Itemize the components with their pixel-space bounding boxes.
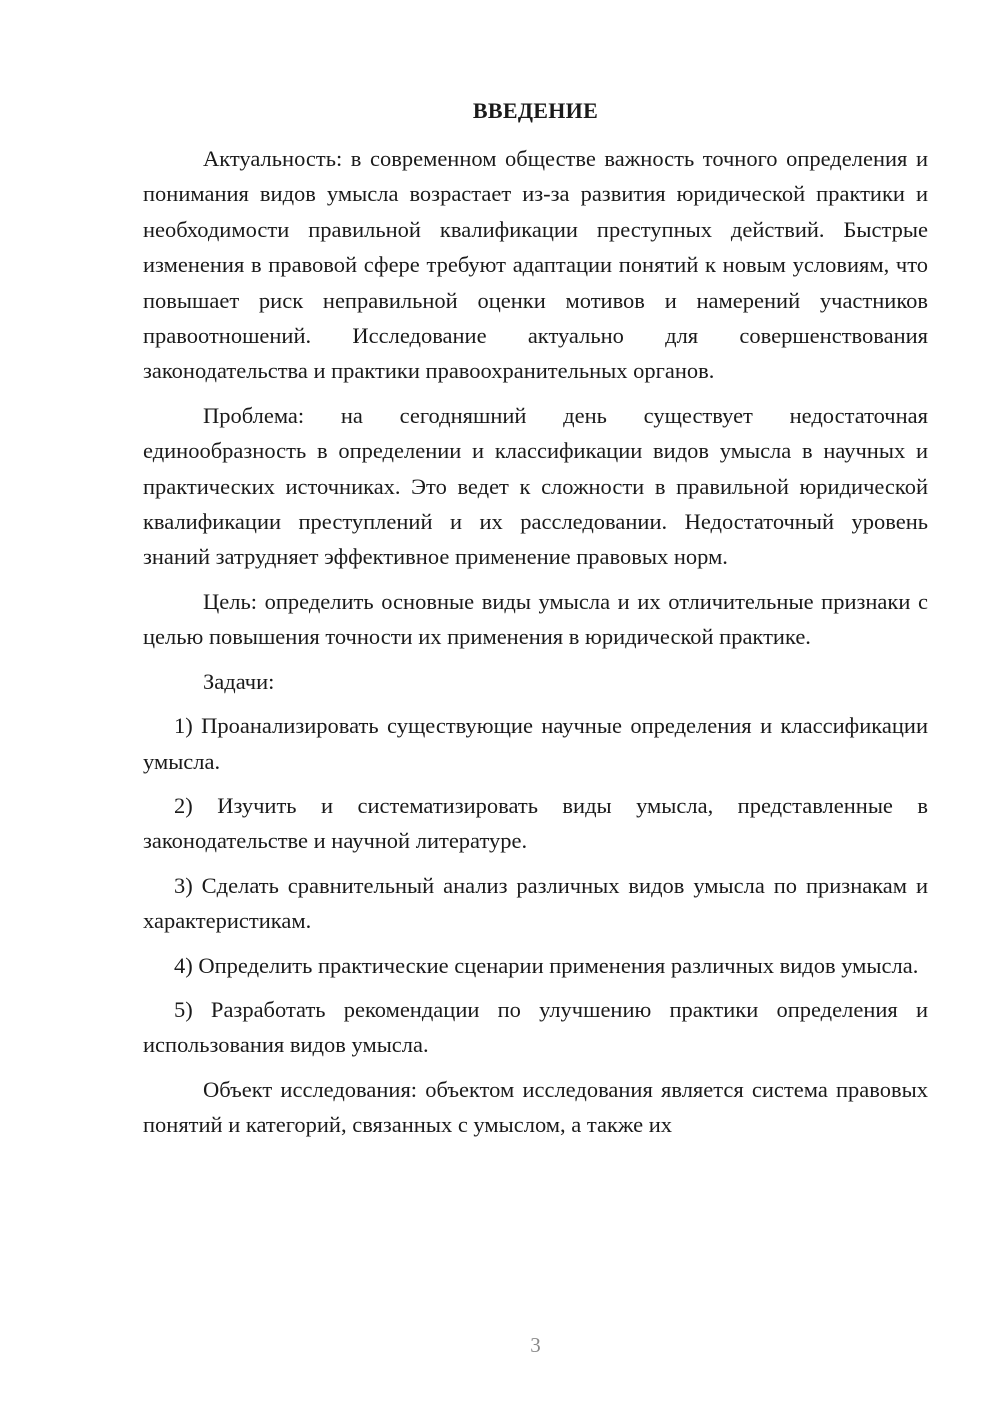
task-item-4: 4) Определить практические сценарии применения различных видов умысла.	[174, 952, 919, 978]
paragraph-research-object: Объект исследования: объектом исследования является система правовых понятий и категорий, связанных с умыслом, а также их	[143, 1076, 928, 1138]
paragraph-tasks-heading: Задачи:	[203, 668, 275, 694]
paragraph-relevance: Актуальность: в современном обществе важность точного определения и понимания видов умысла возрастает из-за развития юридической практики и необходимости правильной квалификации преступных действий. Быстрые изменения в правовой сфере требуют адаптации понятий к новым условиям, что повышает риск неправильной оценки мотивов и намерений участников правоотношений. Исследование актуально для совершенствования законодательства и практики правоохранительных органов.	[143, 146, 928, 384]
page-number: 3	[530, 1333, 541, 1357]
document-body	[143, 141, 928, 1152]
paragraph-goal: Цель: определить основные виды умысла и их отличительные признаки с целью повышения точности их применения в юридической практике.	[143, 588, 928, 650]
task-item-1: 1) Проанализировать существующие научные определения и классификации умысла.	[143, 713, 928, 774]
task-item-5: 5) Разработать рекомендации по улучшению практики определения и использования видов умысла.	[143, 996, 928, 1058]
page-title: ВВЕДЕНИЕ	[472, 98, 599, 123]
document-page	[143, 0, 928, 1414]
task-item-2: 2) Изучить и систематизировать виды умысла, представленные в законодательстве и научной литературе.	[143, 792, 928, 854]
paragraph-problem: Проблема: на сегодняшний день существует недостаточная единообразность в определении и классификации видов умысла в научных и практических источниках. Это ведет к сложности в правильной юридической квалификации преступлений и их расследовании. Недостаточный уровень знаний затрудняет эффективное применение правовых норм.	[143, 402, 928, 570]
task-item-3: 3) Сделать сравнительный анализ различных видов умысла по признакам и характеристикам.	[143, 872, 928, 934]
